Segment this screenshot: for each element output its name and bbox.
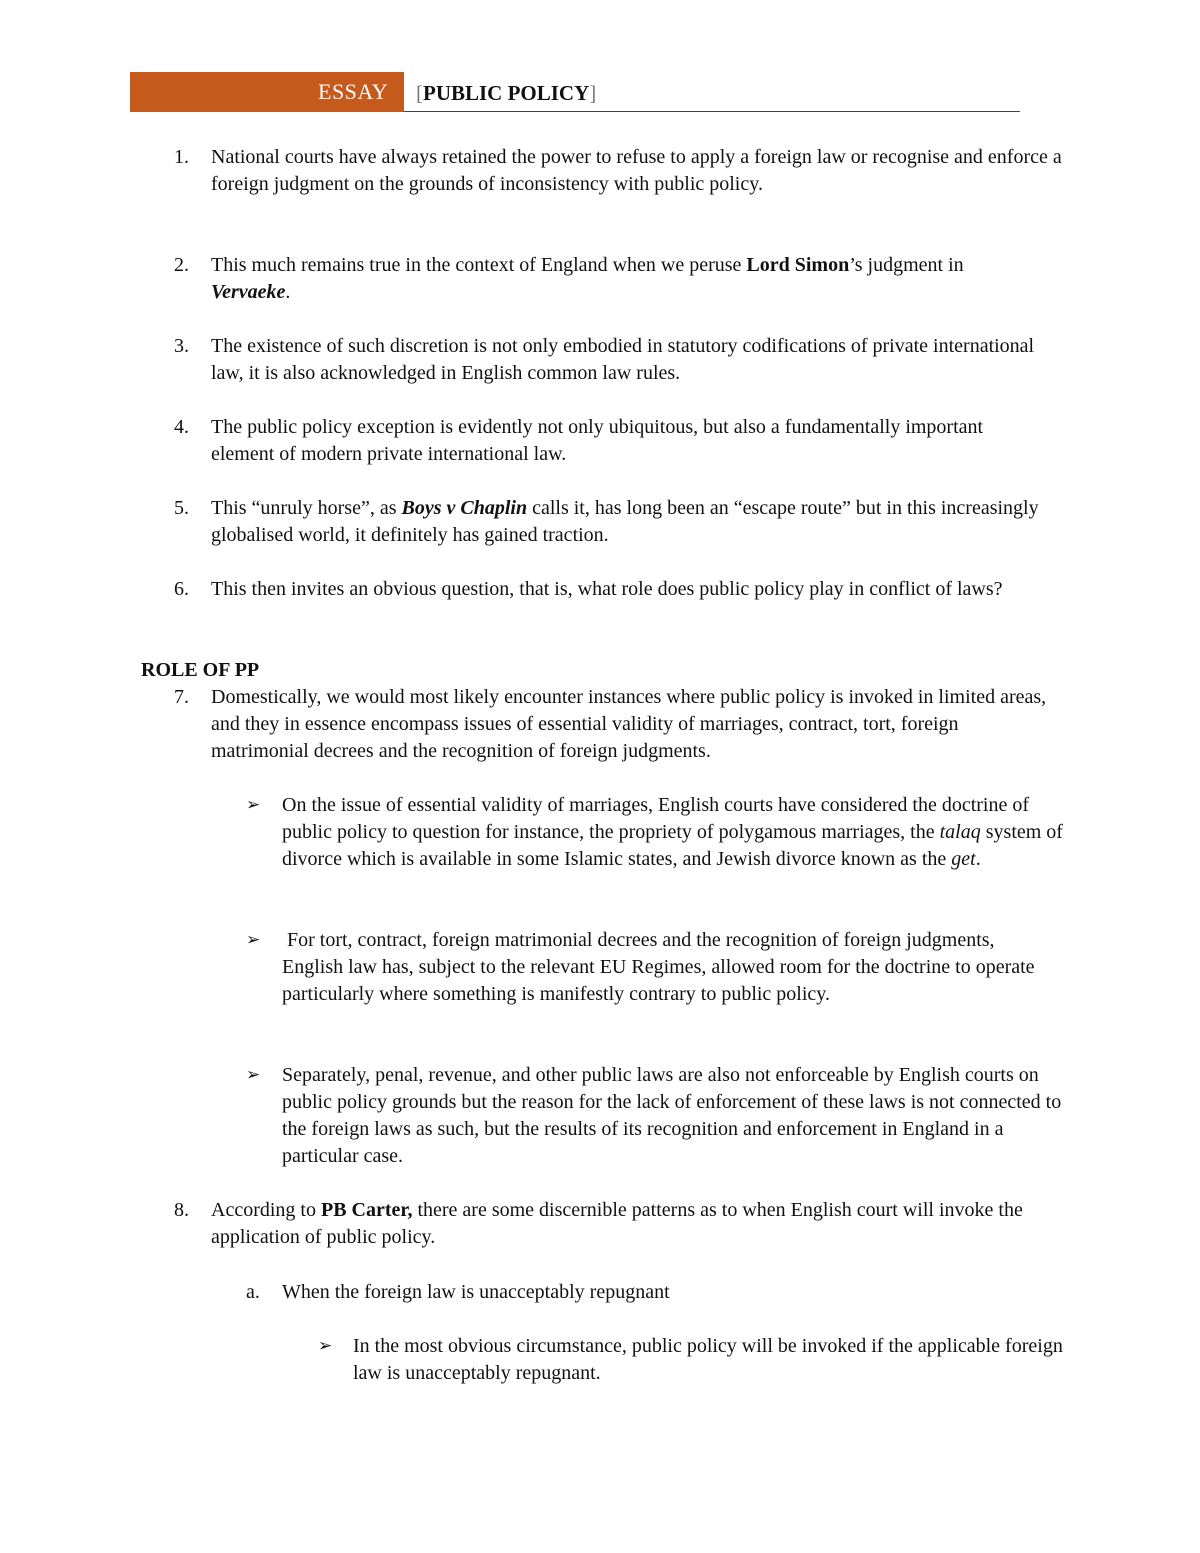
text-run: ’s judgment in bbox=[849, 254, 964, 276]
list-number: 2. bbox=[174, 254, 189, 276]
sub-item-letter: a. bbox=[246, 1281, 260, 1303]
bullet-text bbox=[282, 792, 1072, 873]
sub-item-text: When the foreign law is unacceptably repugnant bbox=[282, 1281, 670, 1303]
header-bracket-close: ] bbox=[589, 81, 597, 105]
list-number: 7. bbox=[174, 686, 189, 708]
list-item-text bbox=[211, 252, 1001, 306]
italic-term-get: get bbox=[951, 848, 976, 870]
text-run: This much remains true in the context of England when we peruse bbox=[211, 254, 747, 276]
arrow-bullet-icon: ➢ bbox=[246, 795, 261, 815]
italic-term-talaq: talaq bbox=[939, 821, 981, 843]
document-header bbox=[130, 72, 1020, 112]
arrow-bullet-icon: ➢ bbox=[318, 1336, 333, 1356]
bullet-text: Separately, penal, revenue, and other public laws are also not enforceable by English courts on public policy grounds but the reason for the lack of enforcement of these laws is not connected to the foreign laws as such, but the results of its recognition and enforcement in England in a particular case. bbox=[282, 1064, 1062, 1167]
bold-name-lord-simon: Lord Simon bbox=[746, 254, 850, 276]
list-item-text: The existence of such discretion is not only embodied in statutory codifications of private international law, it is also acknowledged in English common law rules. bbox=[211, 335, 1035, 384]
text-run: there are some discernible patterns as to when English court will invoke the application of public policy. bbox=[211, 1199, 1023, 1248]
bold-name-pb-carter: PB Carter, bbox=[320, 1199, 413, 1221]
header-bracket-open: [ bbox=[416, 81, 423, 105]
header-essay-label: ESSAY bbox=[318, 79, 389, 104]
bullet-text: For tort, contract, foreign matrimonial decrees and the recognition of foreign judgments, English law has, subject to the relevant EU Regimes, allowed room for the doctrine to operate particularly where something is manifestly contrary to public policy. bbox=[282, 929, 1040, 1005]
list-number: 4. bbox=[174, 416, 189, 438]
header-title-text: PUBLIC POLICY bbox=[423, 81, 590, 105]
header-rule bbox=[404, 111, 1020, 112]
bullet-text: In the most obvious circumstance, public policy will be invoked if the applicable foreign law is unacceptably repugnant. bbox=[353, 1335, 1063, 1384]
arrow-bullet-icon: ➢ bbox=[246, 930, 261, 950]
list-item-text: Domestically, we would most likely encounter instances where public policy is invoked in limited areas, and they in essence encompass issues of essential validity of marriages, contract, tort, foreign matrimonial decrees and the recognition of foreign judgments. bbox=[211, 686, 1047, 762]
header-accent-band bbox=[130, 72, 404, 112]
list-item-text: National courts have always retained the power to refuse to apply a foreign law or recognise and enforce a foreign judgment on the grounds of inconsistency with public policy. bbox=[211, 146, 1062, 195]
text-run: On the issue of essential validity of marriages, English courts have considered the doctrine of public policy to question for instance, the propriety of polygamous marriages, the bbox=[282, 794, 1030, 843]
list-number: 1. bbox=[174, 146, 189, 168]
arrow-bullet-icon: ➢ bbox=[246, 1065, 261, 1085]
header-title bbox=[416, 81, 596, 106]
text-run: calls it, has long been an “escape route” but in this increasingly globalised world, it definitely has gained traction. bbox=[211, 497, 1039, 546]
text-run: This “unruly horse”, as bbox=[211, 497, 402, 519]
list-number: 5. bbox=[174, 497, 189, 519]
list-item-text bbox=[211, 1197, 1031, 1251]
text-run: system of divorce which is available in some Islamic states, and Jewish divorce known as the bbox=[282, 821, 1063, 870]
list-item-text: This then invites an obvious question, that is, what role does public policy play in conflict of laws? bbox=[211, 578, 1003, 600]
list-item-text bbox=[211, 495, 1061, 549]
list-number: 3. bbox=[174, 335, 189, 357]
text-run: . bbox=[285, 281, 291, 303]
case-name-vervaeke: Vervaeke bbox=[211, 281, 286, 303]
section-heading-role-of-pp: ROLE OF PP bbox=[141, 659, 260, 681]
text-run: . bbox=[975, 848, 981, 870]
list-item-text: The public policy exception is evidently not only ubiquitous, but also a fundamentally important element of modern private international law. bbox=[211, 416, 984, 465]
list-number: 6. bbox=[174, 578, 189, 600]
list-number: 8. bbox=[174, 1199, 189, 1221]
case-name-boys-v-chaplin: Boys v Chaplin bbox=[401, 497, 528, 519]
text-run: According to bbox=[211, 1199, 321, 1221]
